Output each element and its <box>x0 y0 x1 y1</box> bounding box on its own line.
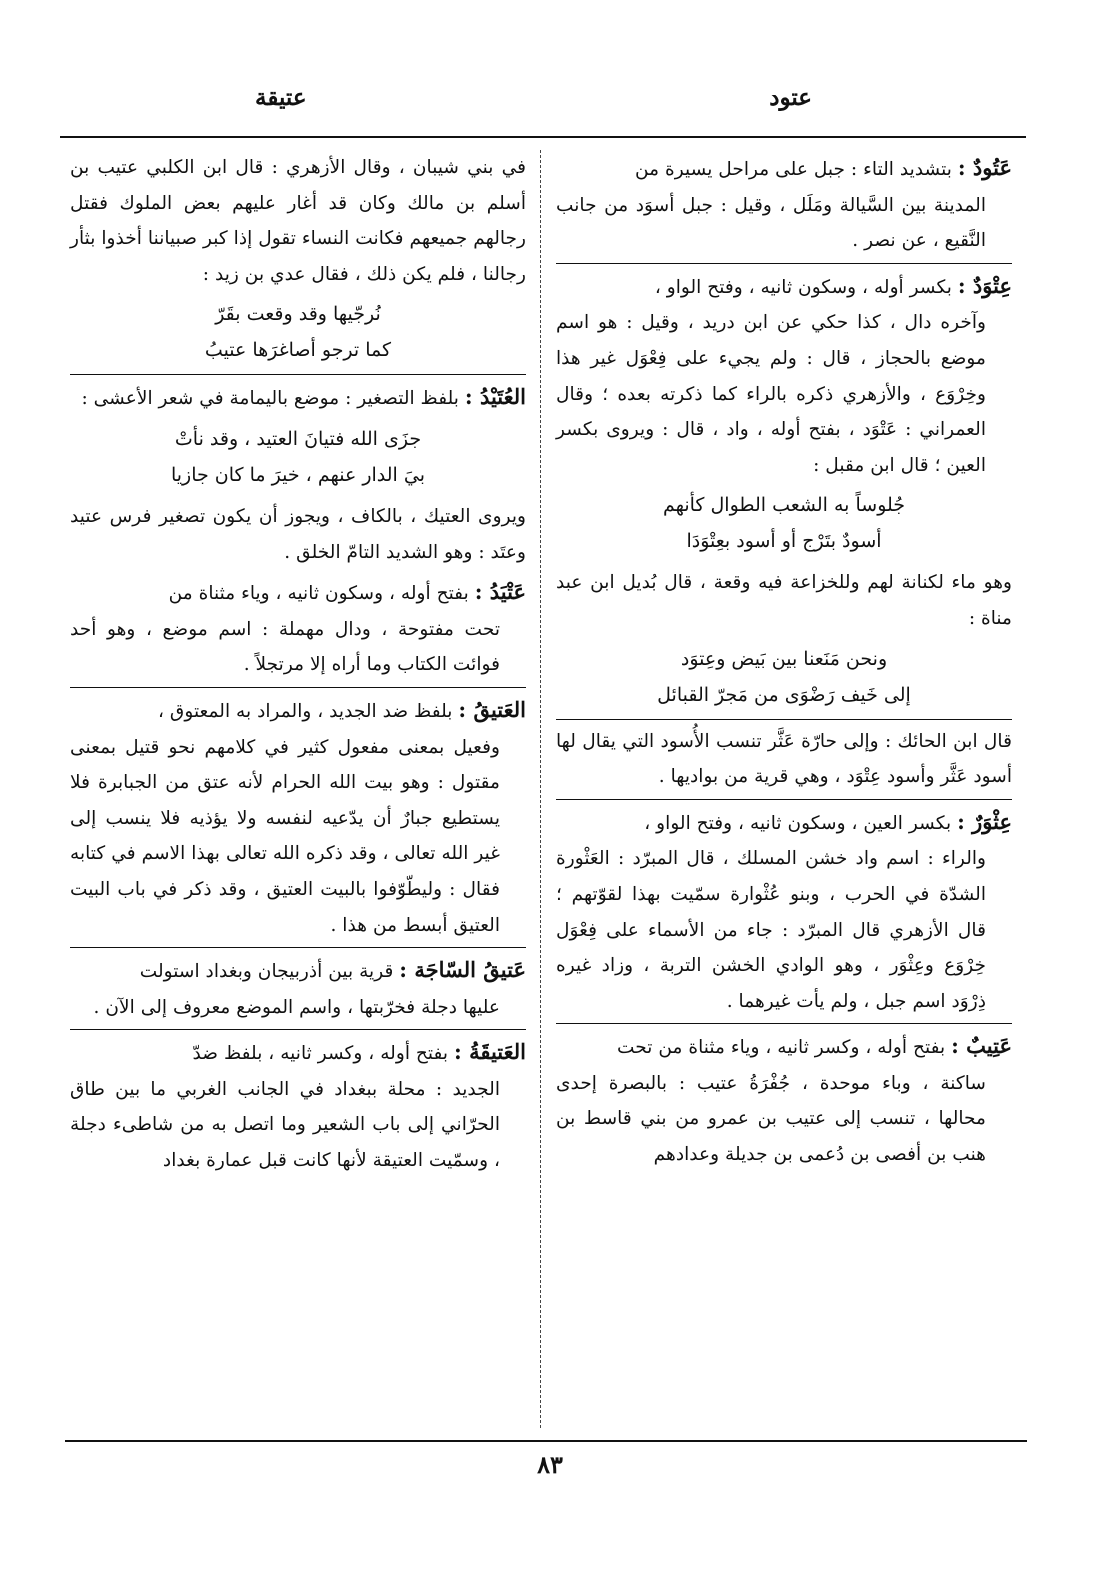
entry-headword: العَتيقَةُ : <box>454 1039 526 1065</box>
entry-text: بكسر العين ، وسكون ثانيه ، وفتح الواو ، <box>644 812 952 834</box>
entry-itwad <box>556 263 1012 484</box>
entry-text: بفتح أوله ، وكسر ثانيه ، وياء مثناة من تحت <box>617 1037 946 1059</box>
entry-utayd <box>70 374 526 417</box>
entry-text: بلفظ التصغير : موضع باليمامة في شعر الأعشى : <box>81 388 459 410</box>
entry-continuation: وآخره دال ، كذا حكي عن ابن دريد ، وقيل : هو اسم موضع بالحجاز ، قال : ولم يجيء على فِعْوَل غير هذا وخِرْوَع ، والأزهري ذكره بالراء كما ذكرته بعده ؛ وقال العمراني : عَتْوَد ، بفتح أوله ، واد ، قال : ويروى بكسر العين ؛ قال ابن مقبل : <box>556 312 986 476</box>
entry-text: بلفظ ضد الجديد ، والمراد به المعتوق ، <box>158 700 453 722</box>
verse-line: كما ترجو أصاغرَها عتيبُ <box>204 339 392 362</box>
entry-text: بتشديد التاء : جبل على مراحل يسيرة من <box>634 159 952 180</box>
entry-headword: عَتُودٌ : <box>957 155 1012 180</box>
entry-continuation: عليها دجلة فخرّبتها ، واسم الموضع معروف إلى الآن . <box>93 996 500 1018</box>
entry-continuation: وفعيل بمعنى مفعول كثير في كلامهم نحو قتيل بمعنى مقتول : وهو بيت الله الحرام لأنه عتق من الجبابرة فلا يستطيع جبارٌ أن يدّعيه لنفسه ولا يؤذيه فلا ينسب إلى غير الله تعالى ، وقد ذكره الله تعالى بهذا الاسم في كتابه فقال : وليطّوّفوا بالبيت العتيق ، وقد ذكر في باب البيت العتيق أبسط من هذا . <box>70 736 500 936</box>
poem-verse <box>70 296 526 368</box>
verse-line: ونحن مَنَعنا بين بَيض وعِتوَد <box>680 647 888 670</box>
paragraph: قال ابن الحائك : وإلى حارّة عَثَّر تنسب الأُسود التي يقال لها أسود عَثَّر وأسود عِتْوَد ، وهي قرية من بواديها . <box>556 719 1012 795</box>
verse-line: جُلوساً به الشعب الطوال كأنهم <box>662 494 906 517</box>
verse-line: جزَى الله فتيانَ العتيد ، وقد نأتْ <box>174 427 422 450</box>
verse-line: إلى خَيف رَضْوَى من مَجرّ القبائل <box>657 683 911 706</box>
entry-text: بفتح أوله ، وسكون ثانيه ، وياء مثناة من <box>168 583 469 605</box>
verse-line: أسودٌ بتَرْج أو أسود بعِتْوَدَا <box>686 530 882 553</box>
entry-text: بفتح أوله ، وكسر ثانيه ، بلفظ ضدّ <box>192 1043 449 1065</box>
entry-atiq-sajah <box>70 947 526 1025</box>
entry-headword: العُتَيْدُ : <box>464 384 526 410</box>
entry-atyad <box>70 574 526 683</box>
poem-verse <box>556 487 1012 559</box>
header-rule <box>60 136 1026 138</box>
running-header-right: عتود <box>769 84 812 111</box>
paragraph: ويروى العتيك ، بالكاف ، ويجوز أن يكون تصغير فرس عتيد وعتَد : وهو الشديد التامّ الخلق . <box>70 505 526 563</box>
running-header-left: عتيقة <box>255 84 307 111</box>
entry-continuation: والراء : اسم واد خشن المسلك ، قال المبرّد : العَثْورة الشدّة في الحرب ، وبنو عُثْوارة سمّيت بهذا لقوّتهم ؛ قال الأزهري قال المبرّد : جاء من الأسماء على فِعْوَل خِرْوَع وعِثْوَر ، وهو الوادي الخشن التربة ، وزاد غيره ذِرْوَد اسم جبل ، ولم يأت غيرهما . <box>556 848 986 1012</box>
footer-rule <box>65 1440 1027 1442</box>
entry-atud <box>556 150 1012 259</box>
paragraph: وهو ماء لكنانة لهم وللخزاعة فيه وقعة ، قال بُديل ابن عبد مناة : <box>556 572 1012 629</box>
entry-atiqah <box>70 1029 526 1178</box>
entry-headword: عَتيقُ السّاجَة : <box>399 957 526 983</box>
verse-line: بيَ الدار عنهم ، خيرَ ما كان جازيا <box>170 463 425 486</box>
entry-continuation: تحت مفتوحة ، ودال مهملة : اسم موضع ، وهو أحد فوائت الكتاب وما أراه إلا مرتجلاً . <box>70 618 500 676</box>
entry-headword: عَتْيَدُ : <box>474 579 526 605</box>
page-number: ٨٣ <box>537 1450 563 1479</box>
entry-text: قرية بين أذربيجان وبغداد استولت <box>139 961 394 983</box>
verse-line: نُرجّيها وقد وقعت بقَرّ <box>215 303 381 326</box>
entry-continuation: ساكنة ، وباء موحدة ، جُفْرَةُ عتيب : بالبصرة إحدى محالها ، تنسب إلى عتيب بن عمرو من بني قاسط بن هنب بن أفصى بن دُعمى بن جديلة وعدادهم <box>556 1072 986 1166</box>
entry-ithwar <box>556 799 1012 1020</box>
entry-headword: عِثْوَرٌ : <box>957 808 1012 834</box>
paragraph: في بني شيبان ، وقال الأزهري : قال ابن الكلبي عتيب بن أسلم بن مالك وكان قد أغار عليهم بعض الملوك فقتل رجالهم جميعهم فكانت النساء تقول إذا كبر صبياننا أخذوا بثأر رجالنا ، فلم يكن ذلك ، فقال عدي بن زيد : <box>70 157 526 285</box>
entry-text: بكسر أوله ، وسكون ثانيه ، وفتح الواو ، <box>654 276 952 298</box>
entry-atiq <box>70 687 526 943</box>
right-column <box>556 150 1012 1177</box>
entry-continuation: المدينة بين السَّيالة ومَلَل ، وقيل : جبل أسوَد من جانب النَّقيع ، عن نصر . <box>556 194 986 252</box>
column-divider <box>540 150 541 1428</box>
left-column <box>70 150 526 1183</box>
entry-atib <box>556 1023 1012 1172</box>
entry-headword: عَتِيبٌ : <box>951 1033 1012 1059</box>
entry-headword: العَتيقُ : <box>458 696 526 722</box>
entry-continuation: الجديد : محلة ببغداد في الجانب الغربي ما بين طاق الحرّاني إلى باب الشعير وما اتصل به من شاطىء دجلة ، وسمّيت العتيقة لأنها كانت قبل عمارة بغداد <box>70 1078 500 1172</box>
poem-verse <box>556 641 1012 713</box>
entry-headword: عِتْوَدٌ : <box>957 272 1012 298</box>
poem-verse <box>70 421 526 493</box>
